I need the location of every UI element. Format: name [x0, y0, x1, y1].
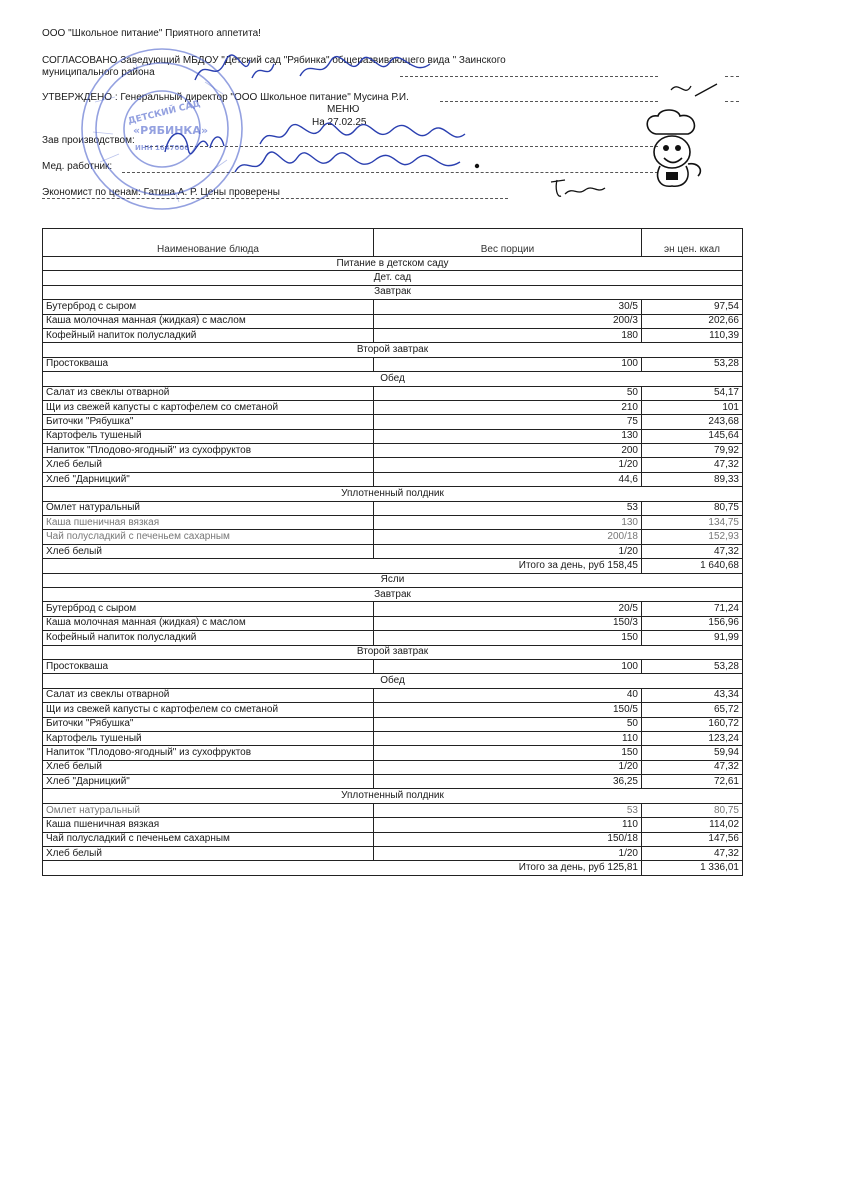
dish-kcal: 47,32 — [642, 760, 743, 774]
dish-name: Хлеб белый — [43, 847, 374, 861]
dish-kcal: 65,72 — [642, 703, 743, 717]
dish-weight: 100 — [374, 357, 642, 371]
dish-row — [43, 746, 743, 760]
dish-weight: 150/5 — [374, 703, 642, 717]
dish-row — [43, 444, 743, 458]
dish-name: Чай полусладкий с печеньем сахарным — [43, 530, 374, 544]
dish-name: Каша пшеничная вязкая — [43, 818, 374, 832]
dish-row — [43, 415, 743, 429]
section-title: Обед — [43, 372, 743, 386]
dish-weight: 130 — [374, 429, 642, 443]
dish-weight: 44,6 — [374, 472, 642, 486]
dish-weight: 53 — [374, 501, 642, 515]
dish-name: Омлет натуральный — [43, 803, 374, 817]
dish-name: Простокваша — [43, 659, 374, 673]
dish-row — [43, 300, 743, 314]
dish-kcal: 91,99 — [642, 631, 743, 645]
dish-row — [43, 659, 743, 673]
dish-kcal: 156,96 — [642, 616, 743, 630]
section-row — [43, 343, 743, 357]
dish-name: Картофель тушеный — [43, 429, 374, 443]
chef-mascot-image — [640, 108, 712, 190]
dish-name: Бутерброд с сыром — [43, 300, 374, 314]
dish-weight: 1/20 — [374, 760, 642, 774]
section-row — [43, 257, 743, 271]
dish-row — [43, 717, 743, 731]
dish-row — [43, 314, 743, 328]
total-label: Итого за день, руб 158,45 — [43, 559, 642, 573]
company-line: ООО "Школьное питание" Приятного аппетита! — [42, 28, 261, 39]
dish-name: Хлеб белый — [43, 760, 374, 774]
dish-weight: 53 — [374, 803, 642, 817]
section-row — [43, 271, 743, 285]
total-kcal: 1 640,68 — [642, 559, 743, 573]
section-title: Уплотненный полдник — [43, 789, 743, 803]
dish-name: Хлеб "Дарницкий" — [43, 775, 374, 789]
dish-row — [43, 847, 743, 861]
agreed-line-1: СОГЛАСОВАНО Заведующий МБДОУ "Детский сад "Рябинка" общеразвивающего вида " Заинского — [42, 55, 506, 66]
dish-kcal: 47,32 — [642, 458, 743, 472]
total-label: Итого за день, руб 125,81 — [43, 861, 642, 875]
dish-name: Биточки "Рябушка" — [43, 415, 374, 429]
dish-row — [43, 386, 743, 400]
section-title: Завтрак — [43, 587, 743, 601]
section-row — [43, 789, 743, 803]
dish-row — [43, 688, 743, 702]
dish-row — [43, 602, 743, 616]
section-row — [43, 645, 743, 659]
dish-row — [43, 775, 743, 789]
dish-name: Картофель тушеный — [43, 731, 374, 745]
dish-name: Салат из свеклы отварной — [43, 386, 374, 400]
dish-row — [43, 516, 743, 530]
dish-weight: 50 — [374, 386, 642, 400]
section-title: Уплотненный полдник — [43, 487, 743, 501]
director-signature — [665, 76, 735, 102]
total-kcal: 1 336,01 — [642, 861, 743, 875]
dish-kcal: 72,61 — [642, 775, 743, 789]
dish-kcal: 110,39 — [642, 328, 743, 342]
section-row — [43, 587, 743, 601]
dish-kcal: 80,75 — [642, 501, 743, 515]
section-title: Обед — [43, 674, 743, 688]
dish-kcal: 123,24 — [642, 731, 743, 745]
dish-kcal: 80,75 — [642, 803, 743, 817]
section-title: Завтрак — [43, 285, 743, 299]
dish-row — [43, 429, 743, 443]
dish-weight: 30/5 — [374, 300, 642, 314]
dish-weight: 36,25 — [374, 775, 642, 789]
svg-text:ДЕТСКИЙ САД: ДЕТСКИЙ САД — [127, 99, 202, 127]
svg-text:ИНН 1647006: ИНН 1647006 — [135, 144, 190, 152]
dish-kcal: 147,56 — [642, 832, 743, 846]
dish-kcal: 160,72 — [642, 717, 743, 731]
agreed-signature — [190, 50, 440, 90]
dish-kcal: 71,24 — [642, 602, 743, 616]
dish-kcal: 47,32 — [642, 847, 743, 861]
dish-weight: 1/20 — [374, 458, 642, 472]
dish-name: Простокваша — [43, 357, 374, 371]
section-row — [43, 573, 743, 587]
dish-kcal: 202,66 — [642, 314, 743, 328]
dish-row — [43, 501, 743, 515]
dish-weight: 20/5 — [374, 602, 642, 616]
dish-row — [43, 472, 743, 486]
dish-weight: 180 — [374, 328, 642, 342]
dish-weight: 200 — [374, 444, 642, 458]
dish-name: Каша пшеничная вязкая — [43, 516, 374, 530]
dish-name: Каша молочная манная (жидкая) с маслом — [43, 314, 374, 328]
dish-weight: 1/20 — [374, 544, 642, 558]
dish-weight: 110 — [374, 731, 642, 745]
dish-row — [43, 818, 743, 832]
dish-name: Щи из свежей капусты с картофелем со сметаной — [43, 400, 374, 414]
dish-row — [43, 832, 743, 846]
approved-line: УТВЕРЖДЕНО : Генеральный директор "ООО Школьное питание" Мусина Р.И. — [42, 92, 409, 103]
dish-kcal: 53,28 — [642, 357, 743, 371]
dish-kcal: 243,68 — [642, 415, 743, 429]
dish-kcal: 145,64 — [642, 429, 743, 443]
dish-row — [43, 357, 743, 371]
menu-table — [42, 228, 743, 876]
dish-row — [43, 803, 743, 817]
section-row — [43, 487, 743, 501]
dish-kcal: 59,94 — [642, 746, 743, 760]
dish-weight: 1/20 — [374, 847, 642, 861]
approved-signature-line — [440, 101, 658, 102]
dish-weight: 150/3 — [374, 616, 642, 630]
column-header-weight: Вес порции — [374, 229, 642, 257]
dish-row — [43, 400, 743, 414]
table-header-row — [43, 229, 743, 257]
column-header-kcal: эн цен. ккал — [642, 229, 743, 257]
dish-name: Омлет натуральный — [43, 501, 374, 515]
dish-kcal: 97,54 — [642, 300, 743, 314]
dish-kcal: 53,28 — [642, 659, 743, 673]
section-row — [43, 285, 743, 299]
dish-row — [43, 760, 743, 774]
section-title: Ясли — [43, 573, 743, 587]
svg-text:«РЯБИНКА»: «РЯБИНКА» — [133, 124, 209, 137]
medic-signature — [225, 148, 495, 184]
economist-line: Экономист по ценам: Гатина А. Р. Цены проверены — [42, 187, 280, 198]
dish-weight: 75 — [374, 415, 642, 429]
dish-weight: 130 — [374, 516, 642, 530]
section-title: Дет. сад — [43, 271, 743, 285]
dish-name: Бутерброд с сыром — [43, 602, 374, 616]
dish-name: Кофейный напиток полусладкий — [43, 328, 374, 342]
total-row — [43, 559, 743, 573]
menu-title: МЕНЮ — [327, 104, 360, 115]
dish-row — [43, 458, 743, 472]
dish-weight: 200/3 — [374, 314, 642, 328]
dish-weight: 150/18 — [374, 832, 642, 846]
dish-weight: 100 — [374, 659, 642, 673]
dish-name: Хлеб "Дарницкий" — [43, 472, 374, 486]
dish-name: Каша молочная манная (жидкая) с маслом — [43, 616, 374, 630]
dish-kcal: 89,33 — [642, 472, 743, 486]
dish-row — [43, 616, 743, 630]
dish-name: Салат из свеклы отварной — [43, 688, 374, 702]
dish-row — [43, 631, 743, 645]
dish-kcal: 134,75 — [642, 516, 743, 530]
dish-row — [43, 328, 743, 342]
dish-row — [43, 544, 743, 558]
economist-signature — [545, 172, 615, 204]
dish-weight: 150 — [374, 631, 642, 645]
dish-kcal: 43,34 — [642, 688, 743, 702]
dish-name: Хлеб белый — [43, 544, 374, 558]
dish-weight: 40 — [374, 688, 642, 702]
dish-weight: 200/18 — [374, 530, 642, 544]
dish-kcal: 47,32 — [642, 544, 743, 558]
column-header-dish: Наименование блюда — [43, 229, 374, 257]
dish-name: Кофейный напиток полусладкий — [43, 631, 374, 645]
dish-kcal: 79,92 — [642, 444, 743, 458]
dish-weight: 210 — [374, 400, 642, 414]
dish-weight: 150 — [374, 746, 642, 760]
dish-row — [43, 731, 743, 745]
dish-row — [43, 703, 743, 717]
dish-kcal: 101 — [642, 400, 743, 414]
section-row — [43, 674, 743, 688]
section-title: Второй завтрак — [43, 645, 743, 659]
dish-name: Биточки "Рябушка" — [43, 717, 374, 731]
section-title: Второй завтрак — [43, 343, 743, 357]
dish-name: Щи из свежей капусты с картофелем со сметаной — [43, 703, 374, 717]
medic-label: Мед. работник: — [42, 161, 113, 172]
dish-name: Напиток "Плодово-ягодный" из сухофруктов — [43, 444, 374, 458]
dish-row — [43, 530, 743, 544]
section-title: Питание в детском саду — [43, 257, 743, 271]
dish-weight: 110 — [374, 818, 642, 832]
dish-name: Чай полусладкий с печеньем сахарным — [43, 832, 374, 846]
agreed-line-2: муниципального района — [42, 67, 155, 78]
dish-kcal: 152,93 — [642, 530, 743, 544]
dish-kcal: 114,02 — [642, 818, 743, 832]
production-head-label: Зав производством: — [42, 135, 135, 146]
dish-weight: 50 — [374, 717, 642, 731]
menu-date: На 27.02.25 — [312, 117, 367, 128]
total-row — [43, 861, 743, 875]
section-row — [43, 372, 743, 386]
dish-kcal: 54,17 — [642, 386, 743, 400]
dish-name: Хлеб белый — [43, 458, 374, 472]
dish-name: Напиток "Плодово-ягодный" из сухофруктов — [43, 746, 374, 760]
